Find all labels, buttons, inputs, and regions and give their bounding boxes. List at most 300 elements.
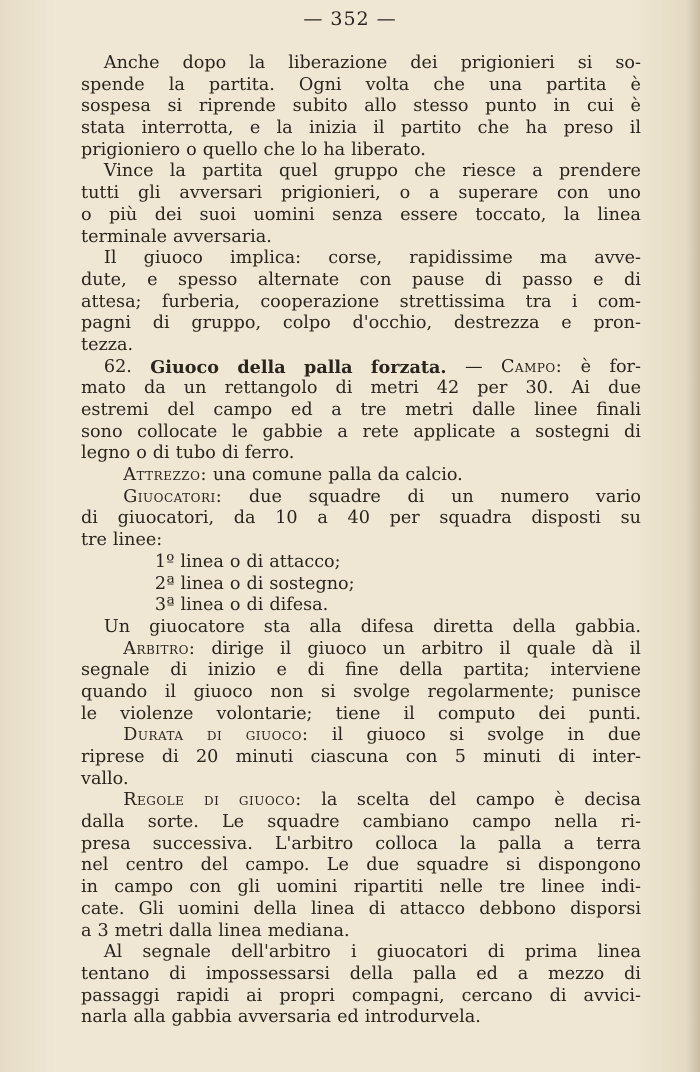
word: alla bbox=[309, 616, 342, 637]
word: rettangolo bbox=[224, 378, 318, 399]
word: tutti bbox=[81, 183, 120, 204]
word: ferro. bbox=[244, 443, 295, 464]
word: due bbox=[248, 486, 282, 507]
word: dalla bbox=[81, 812, 125, 833]
word: tezza. bbox=[81, 334, 134, 355]
text-line bbox=[81, 487, 641, 509]
word: 2ª bbox=[154, 573, 175, 594]
word: dute, bbox=[81, 269, 127, 290]
word: estremi bbox=[81, 400, 149, 420]
word: ha bbox=[323, 139, 346, 160]
word: 30. bbox=[525, 378, 554, 399]
word: dispongono bbox=[538, 855, 641, 876]
word: le bbox=[81, 703, 98, 724]
word: squadre bbox=[308, 486, 381, 507]
word: o bbox=[136, 443, 147, 464]
word: violenze bbox=[120, 703, 194, 724]
word: che bbox=[433, 74, 465, 95]
word: di bbox=[152, 443, 170, 464]
word: lo bbox=[301, 139, 318, 160]
text-line bbox=[81, 205, 641, 227]
word: le bbox=[231, 421, 248, 442]
word: alla bbox=[133, 1007, 166, 1028]
word: in bbox=[81, 877, 98, 898]
word: che bbox=[414, 161, 446, 182]
word: legno bbox=[81, 443, 131, 464]
word: i bbox=[350, 942, 357, 963]
word: regolarmente; bbox=[427, 681, 555, 702]
word: con bbox=[189, 877, 222, 898]
word: e bbox=[276, 660, 287, 681]
word: Anche bbox=[103, 53, 160, 73]
word: Ai bbox=[571, 378, 590, 399]
word: di bbox=[169, 963, 186, 984]
word: campo. bbox=[245, 855, 310, 876]
word: ha bbox=[525, 118, 548, 139]
word: L'arbitro bbox=[274, 833, 354, 854]
word: riesce bbox=[462, 161, 516, 182]
word: sospesa bbox=[81, 96, 151, 117]
word: di bbox=[203, 790, 220, 811]
word: palla bbox=[328, 465, 372, 486]
word: tre bbox=[499, 877, 526, 898]
text-line bbox=[81, 812, 641, 834]
word: con bbox=[557, 183, 589, 204]
text-line bbox=[81, 964, 641, 986]
word: 62. bbox=[103, 356, 132, 377]
word: una bbox=[488, 74, 523, 95]
word: tubo bbox=[175, 443, 216, 464]
word: svolge bbox=[353, 681, 411, 702]
word: minuti bbox=[235, 747, 294, 767]
word: fine bbox=[345, 660, 379, 681]
word: di bbox=[335, 378, 353, 399]
text-line bbox=[81, 161, 641, 183]
word: mato bbox=[81, 378, 126, 399]
word: punisce bbox=[572, 681, 641, 702]
word: alternate bbox=[257, 269, 340, 290]
word: o bbox=[229, 573, 241, 594]
word: terra bbox=[596, 833, 641, 854]
word: inter- bbox=[592, 747, 641, 767]
word: debbono bbox=[479, 898, 556, 919]
word: giuoco bbox=[366, 725, 426, 746]
word: con bbox=[359, 269, 392, 290]
word: rete bbox=[362, 421, 399, 442]
text-line bbox=[81, 530, 641, 552]
word: indi- bbox=[601, 877, 641, 898]
word: liberato. bbox=[351, 139, 426, 160]
word: si bbox=[449, 725, 464, 746]
word: di bbox=[246, 595, 264, 616]
text-line bbox=[81, 660, 641, 682]
word: a bbox=[532, 161, 543, 182]
word: gli bbox=[237, 877, 260, 898]
word: prigionieri, bbox=[280, 183, 381, 204]
word: arbitro bbox=[421, 638, 484, 659]
word: e bbox=[249, 118, 261, 139]
word: cooperazione bbox=[260, 291, 380, 312]
word: che bbox=[477, 118, 510, 139]
text-line bbox=[81, 921, 641, 943]
word: dalle bbox=[471, 400, 516, 420]
text-line bbox=[81, 378, 641, 400]
text-line bbox=[81, 118, 641, 140]
word: successiva. bbox=[152, 833, 253, 854]
word: gruppo, bbox=[191, 313, 262, 334]
word: gabbia bbox=[171, 1007, 232, 1028]
word: la bbox=[459, 833, 477, 854]
text-line bbox=[81, 574, 641, 596]
word: gruppo bbox=[333, 161, 398, 182]
word: uomini bbox=[253, 204, 315, 225]
word: pagni bbox=[81, 313, 131, 334]
text-line bbox=[81, 855, 641, 877]
word: spende bbox=[81, 74, 145, 95]
word: prendere bbox=[559, 161, 641, 182]
word: vario bbox=[595, 486, 641, 507]
word: passo bbox=[522, 269, 573, 290]
word: giuocatore bbox=[149, 616, 245, 637]
word: compagni, bbox=[351, 985, 445, 1006]
text-line bbox=[81, 53, 641, 75]
word: è bbox=[580, 356, 592, 377]
word: destrezza bbox=[453, 313, 540, 334]
word: cambiano bbox=[362, 812, 449, 833]
word: giuoco bbox=[143, 248, 203, 269]
text-line bbox=[81, 422, 641, 444]
word: linee bbox=[541, 877, 585, 898]
word: passaggi bbox=[81, 985, 160, 1006]
word: giuocatori bbox=[376, 942, 468, 963]
word: da bbox=[377, 465, 400, 486]
text-line bbox=[81, 1007, 641, 1029]
word: difesa. bbox=[269, 595, 329, 616]
word: Le bbox=[221, 812, 245, 833]
word: narla bbox=[81, 1007, 128, 1028]
word: di bbox=[484, 269, 502, 290]
word: nella bbox=[554, 812, 598, 833]
word: palla bbox=[412, 963, 457, 984]
text-line bbox=[81, 313, 641, 335]
word: gabbie bbox=[262, 421, 323, 442]
word: linea bbox=[180, 551, 224, 572]
word: è bbox=[630, 74, 641, 95]
word: giuoco: bbox=[238, 790, 302, 811]
word: ciascuna bbox=[310, 747, 389, 767]
word: implica: bbox=[230, 248, 302, 269]
word: 3ª bbox=[154, 595, 175, 616]
word: propri bbox=[279, 985, 335, 1006]
word: calcio. bbox=[405, 465, 463, 486]
word: partita; bbox=[463, 660, 530, 681]
word: tiene bbox=[335, 703, 381, 724]
word: essere bbox=[400, 204, 458, 225]
word: stata bbox=[81, 118, 126, 139]
word: palla bbox=[304, 356, 353, 378]
word: di bbox=[487, 942, 505, 963]
word: si bbox=[506, 855, 521, 876]
word: giuoco: bbox=[245, 725, 309, 746]
word: di bbox=[161, 747, 179, 767]
word: di bbox=[307, 660, 325, 681]
word: un bbox=[451, 486, 474, 507]
text-line bbox=[81, 617, 641, 639]
word: il bbox=[164, 681, 177, 702]
word: due bbox=[607, 378, 641, 399]
word: ed bbox=[476, 963, 498, 984]
word: della bbox=[399, 660, 443, 681]
text-line bbox=[81, 75, 641, 97]
word: di bbox=[246, 573, 264, 594]
word: impossessarsi bbox=[205, 963, 330, 984]
body-text bbox=[81, 53, 641, 1029]
word: Al bbox=[103, 942, 123, 963]
word: dei bbox=[410, 53, 438, 73]
text-line bbox=[81, 725, 641, 747]
word: colpo bbox=[282, 313, 331, 334]
word: a bbox=[331, 400, 342, 420]
text-line bbox=[81, 639, 641, 661]
word: o bbox=[186, 139, 197, 160]
word: linee bbox=[534, 400, 578, 420]
word: della bbox=[253, 898, 297, 919]
word: il bbox=[629, 638, 641, 659]
word: subito bbox=[292, 96, 348, 117]
word: preso bbox=[563, 118, 614, 139]
word: dei bbox=[154, 204, 183, 225]
word: due bbox=[366, 855, 400, 876]
word: o bbox=[229, 595, 241, 616]
text-line bbox=[81, 508, 641, 530]
word: volontarie; bbox=[216, 703, 313, 724]
word: e bbox=[147, 269, 158, 290]
word: diretta bbox=[433, 616, 494, 637]
word: a bbox=[563, 833, 575, 854]
word: so- bbox=[615, 53, 641, 73]
word: avversari bbox=[179, 183, 263, 204]
text-line bbox=[81, 183, 641, 205]
word: campo bbox=[114, 877, 174, 898]
word: com- bbox=[597, 291, 641, 312]
word: giuoco bbox=[307, 638, 367, 659]
word: la bbox=[563, 204, 580, 225]
word: inizio bbox=[207, 660, 256, 681]
word: ed bbox=[337, 1007, 359, 1028]
word: inizia bbox=[308, 118, 357, 139]
word: non bbox=[270, 681, 304, 702]
word: numero bbox=[500, 486, 570, 507]
word: presa bbox=[81, 833, 131, 854]
word: attesa; bbox=[81, 291, 142, 312]
word: dà bbox=[591, 638, 614, 659]
text-line bbox=[81, 292, 641, 314]
word: su bbox=[620, 508, 641, 529]
word: Regole bbox=[123, 790, 185, 811]
word: a bbox=[429, 183, 440, 204]
word: Giuoco bbox=[150, 356, 219, 378]
word: di bbox=[206, 725, 223, 746]
word: a bbox=[317, 508, 328, 529]
word: di bbox=[624, 269, 641, 290]
text-line bbox=[81, 704, 641, 726]
text-line bbox=[81, 96, 641, 118]
word: linea bbox=[180, 573, 224, 594]
word: a bbox=[337, 421, 348, 442]
word: tentano bbox=[81, 963, 150, 984]
word: allo bbox=[364, 96, 397, 117]
word: nel bbox=[81, 855, 109, 876]
word: dell'arbitro bbox=[231, 942, 331, 963]
word: con bbox=[405, 747, 438, 767]
word: Il bbox=[103, 248, 117, 269]
word: giuocatori, bbox=[117, 508, 215, 529]
text-line bbox=[81, 877, 641, 899]
word: partito bbox=[400, 118, 462, 139]
word: colloca bbox=[375, 833, 438, 854]
word: tra bbox=[525, 291, 552, 312]
word: corse, bbox=[328, 248, 383, 269]
word: prigioniero bbox=[81, 139, 181, 160]
word: dirige bbox=[211, 638, 264, 659]
word: dopo bbox=[182, 53, 227, 73]
text-line bbox=[81, 595, 641, 617]
text-line bbox=[81, 790, 641, 812]
word: metri bbox=[370, 378, 419, 399]
word: di bbox=[152, 313, 170, 334]
word: squadre bbox=[267, 812, 340, 833]
word: palla bbox=[498, 833, 542, 854]
text-line bbox=[81, 140, 641, 162]
word: dei bbox=[538, 703, 566, 724]
word: ed bbox=[290, 400, 313, 420]
word: prima bbox=[524, 942, 578, 963]
word: minuti bbox=[483, 747, 541, 767]
word: quale bbox=[526, 638, 576, 659]
word: uno bbox=[607, 183, 641, 204]
text-line bbox=[81, 834, 641, 856]
word: il bbox=[403, 703, 415, 724]
text-line bbox=[81, 942, 641, 964]
word: il bbox=[629, 118, 641, 139]
word: spesso bbox=[178, 269, 238, 290]
word: disporsi bbox=[570, 898, 641, 919]
word: o bbox=[399, 183, 411, 204]
word: che bbox=[263, 139, 296, 160]
word: della bbox=[349, 963, 394, 984]
word: di bbox=[221, 443, 239, 464]
word: il bbox=[499, 638, 511, 659]
word: vallo. bbox=[81, 768, 129, 789]
word: collocate bbox=[137, 421, 218, 442]
word: di bbox=[624, 963, 641, 984]
word: liberazione bbox=[288, 53, 388, 73]
word: nelle bbox=[439, 877, 483, 898]
word: sostegno; bbox=[269, 573, 355, 594]
word: per bbox=[477, 378, 508, 399]
word: metri bbox=[114, 920, 163, 941]
word: stesso bbox=[413, 96, 469, 117]
word: ai bbox=[246, 985, 263, 1006]
word: 20 bbox=[195, 747, 219, 767]
word: ma bbox=[539, 248, 568, 269]
word: si bbox=[321, 681, 336, 702]
word: forzata. bbox=[370, 356, 447, 378]
word: applicate bbox=[413, 421, 496, 442]
word: riprese bbox=[81, 747, 145, 767]
word: partita bbox=[202, 161, 263, 182]
word: del bbox=[200, 855, 228, 876]
word: prigionieri bbox=[460, 53, 555, 73]
word: e bbox=[561, 313, 572, 334]
page-number: — 352 — bbox=[303, 8, 397, 30]
text-line bbox=[81, 400, 641, 422]
word: linea bbox=[597, 942, 641, 963]
text-line bbox=[81, 552, 641, 574]
word: partita. bbox=[208, 74, 275, 95]
word: terminale bbox=[81, 226, 168, 247]
word: computo bbox=[437, 703, 516, 724]
word: riprende bbox=[198, 96, 276, 117]
word: e bbox=[593, 269, 604, 290]
word: mezzo bbox=[548, 963, 605, 984]
word: il bbox=[280, 638, 292, 659]
text-line bbox=[81, 227, 641, 249]
word: di bbox=[368, 898, 386, 919]
word: un bbox=[183, 378, 207, 399]
word: superare bbox=[458, 183, 539, 204]
word: campo bbox=[472, 812, 532, 833]
word: Le bbox=[326, 855, 349, 876]
word: punti. bbox=[588, 703, 641, 724]
word: cate. bbox=[81, 898, 125, 919]
word: da bbox=[143, 378, 166, 399]
word: 10 bbox=[275, 508, 298, 529]
word: sorte. bbox=[147, 812, 199, 833]
word: Campo: bbox=[500, 356, 563, 377]
word: è bbox=[554, 790, 565, 811]
word: Un bbox=[103, 616, 131, 637]
word: for- bbox=[609, 356, 641, 377]
text-line bbox=[81, 270, 641, 292]
word: scelta bbox=[356, 790, 410, 811]
word: a bbox=[510, 421, 521, 442]
word: squadre bbox=[416, 855, 489, 876]
word: linea bbox=[310, 898, 355, 919]
text-line bbox=[81, 465, 641, 487]
word: a bbox=[517, 963, 529, 984]
word: una bbox=[212, 465, 247, 486]
word: Gli bbox=[138, 898, 164, 919]
word: di bbox=[624, 421, 641, 442]
word: avversaria. bbox=[173, 226, 272, 247]
word: tre bbox=[360, 400, 387, 420]
word: mediana. bbox=[267, 920, 350, 941]
word: quel bbox=[278, 161, 318, 182]
word: finali bbox=[596, 400, 641, 420]
page-edge-shadow bbox=[686, 0, 700, 1072]
word: si bbox=[577, 53, 593, 73]
word: in bbox=[567, 725, 585, 746]
word: per bbox=[389, 508, 420, 529]
word: 1º bbox=[154, 551, 175, 572]
word: quello bbox=[202, 139, 258, 160]
word: attacco bbox=[399, 898, 466, 919]
word: Arbitro: bbox=[123, 638, 196, 659]
word: del bbox=[428, 790, 457, 811]
word: da bbox=[233, 508, 256, 529]
word: interviene bbox=[550, 660, 641, 681]
